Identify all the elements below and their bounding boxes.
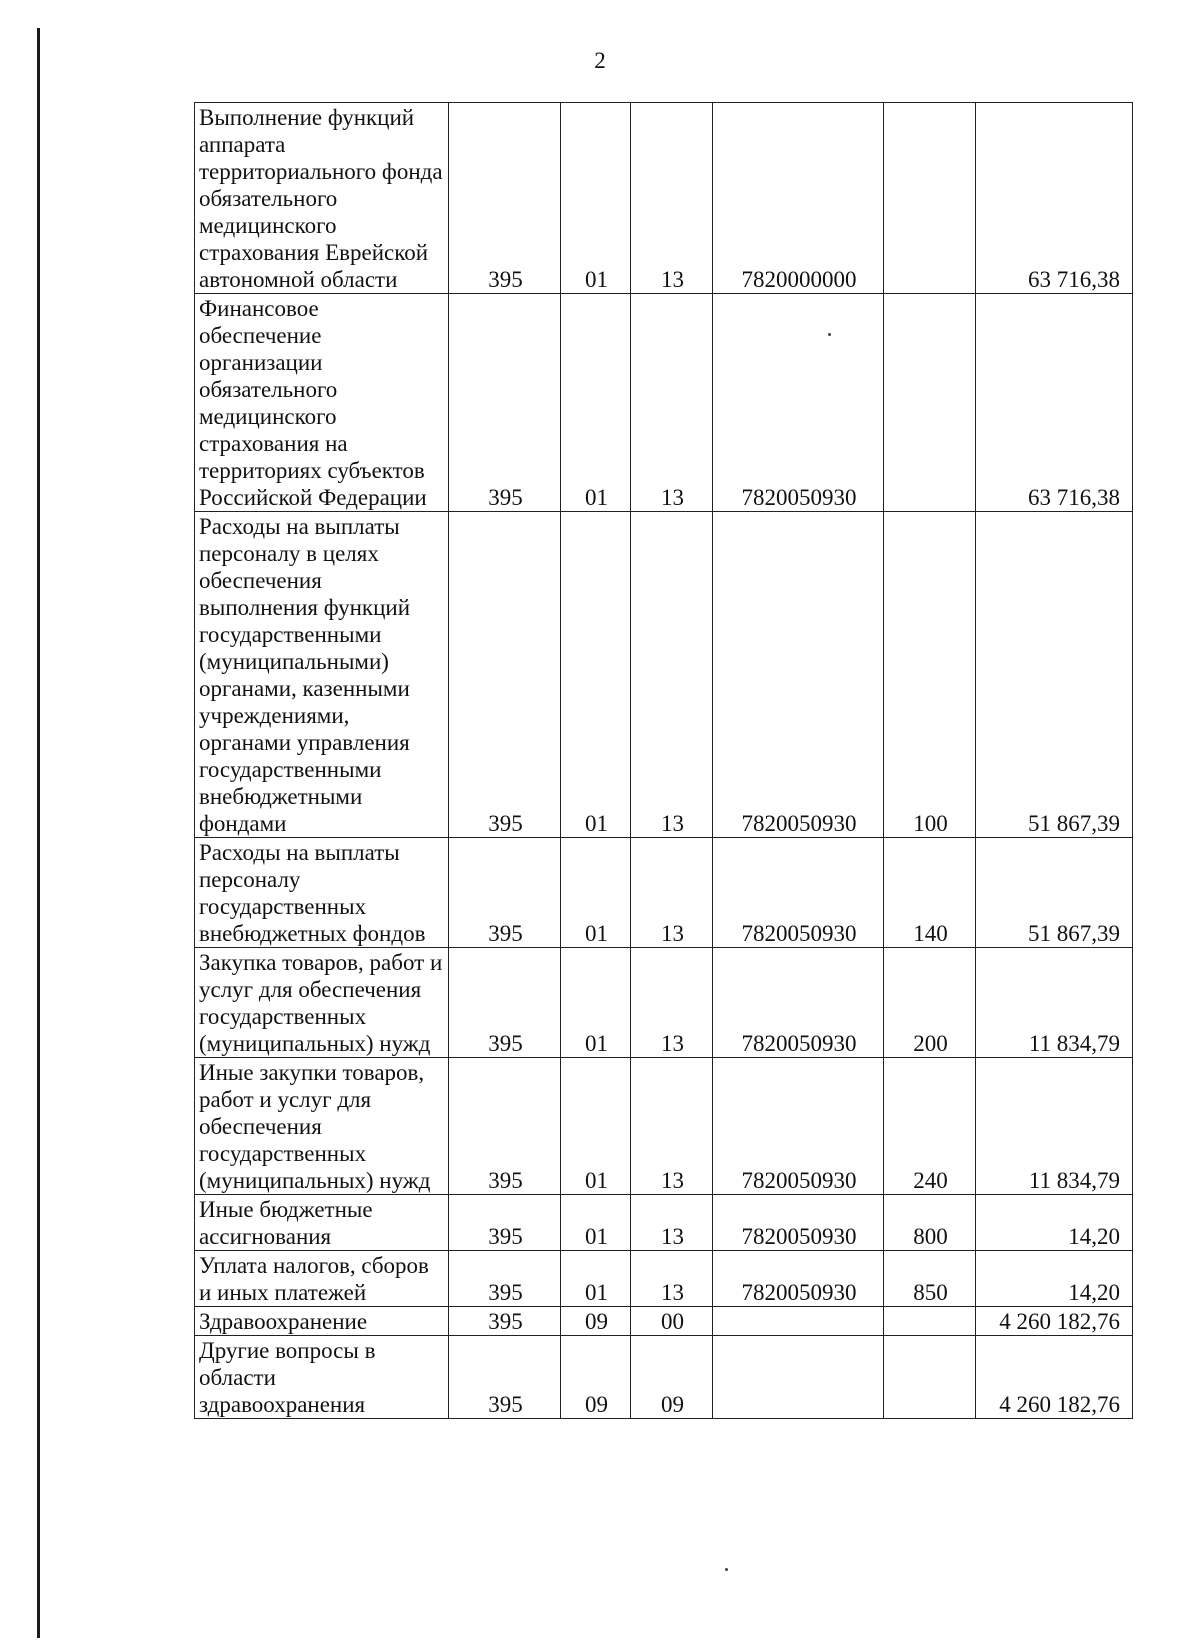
table-row [195, 1195, 1133, 1251]
target-article-cell: 7820050930 [713, 838, 884, 948]
target-article-cell: 7820050930 [713, 1195, 884, 1251]
subsection-cell: 13 [631, 294, 713, 512]
expense-type-cell [884, 1336, 976, 1419]
grbs-cell: 395 [449, 1195, 561, 1251]
table-row [195, 948, 1133, 1058]
row-name-cell: Расходы на выплаты персоналу в целях обеспечения выполнения функций государственными (муниципальными) органами, казенными учреждениями, органами управления государственными внебюджетными фондами [195, 512, 449, 838]
table-row [195, 838, 1133, 948]
budget-table-container [194, 102, 1133, 1419]
expense-type-cell: 800 [884, 1195, 976, 1251]
target-article-cell: 7820000000 [713, 103, 884, 294]
amount-cell: 51 867,39 [976, 838, 1133, 948]
expense-type-cell [884, 103, 976, 294]
grbs-cell: 395 [449, 948, 561, 1058]
table-row [195, 103, 1133, 294]
subsection-cell: 13 [631, 838, 713, 948]
section-cell: 01 [561, 948, 631, 1058]
amount-cell: 4 260 182,76 [976, 1307, 1133, 1336]
scan-speck [725, 1568, 728, 1571]
row-name-cell: Расходы на выплаты персоналу государственных внебюджетных фондов [195, 838, 449, 948]
expense-type-cell [884, 294, 976, 512]
subsection-cell: 13 [631, 103, 713, 294]
row-name-cell: Здравоохранение [195, 1307, 449, 1336]
grbs-cell: 395 [449, 838, 561, 948]
amount-cell: 63 716,38 [976, 103, 1133, 294]
table-row [195, 1307, 1133, 1336]
table-row [195, 294, 1133, 512]
grbs-cell: 395 [449, 294, 561, 512]
subsection-cell: 13 [631, 1251, 713, 1307]
target-article-cell: 7820050930 [713, 948, 884, 1058]
row-name-cell: Закупка товаров, работ и услуг для обеспечения государственных (муниципальных) нужд [195, 948, 449, 1058]
row-name-cell: Выполнение функций аппарата территориального фонда обязательного медицинского страхования Еврейской автономной области [195, 103, 449, 294]
amount-cell: 14,20 [976, 1251, 1133, 1307]
subsection-cell: 00 [631, 1307, 713, 1336]
grbs-cell: 395 [449, 512, 561, 838]
subsection-cell: 13 [631, 1058, 713, 1195]
table-row [195, 512, 1133, 838]
expense-type-cell: 140 [884, 838, 976, 948]
table-row [195, 1336, 1133, 1419]
amount-cell: 11 834,79 [976, 1058, 1133, 1195]
section-cell: 01 [561, 512, 631, 838]
section-cell: 01 [561, 1195, 631, 1251]
target-article-cell: 7820050930 [713, 1251, 884, 1307]
amount-cell: 51 867,39 [976, 512, 1133, 838]
section-cell: 09 [561, 1336, 631, 1419]
subsection-cell: 13 [631, 512, 713, 838]
expense-type-cell: 850 [884, 1251, 976, 1307]
expense-type-cell: 240 [884, 1058, 976, 1195]
grbs-cell: 395 [449, 1058, 561, 1195]
amount-cell: 63 716,38 [976, 294, 1133, 512]
grbs-cell: 395 [449, 1307, 561, 1336]
page-number: 2 [594, 48, 606, 73]
subsection-cell: 13 [631, 1195, 713, 1251]
expense-type-cell: 100 [884, 512, 976, 838]
section-cell: 01 [561, 838, 631, 948]
binding-margin-line [37, 28, 40, 1638]
target-article-cell: 7820050930 [713, 294, 884, 512]
amount-cell: 14,20 [976, 1195, 1133, 1251]
row-name-cell: Финансовое обеспечение организации обязательного медицинского страхования на территориях субъектов Российской Федерации [195, 294, 449, 512]
row-name-cell: Иные закупки товаров, работ и услуг для обеспечения государственных (муниципальных) нужд [195, 1058, 449, 1195]
expense-type-cell: 200 [884, 948, 976, 1058]
section-cell: 01 [561, 103, 631, 294]
grbs-cell: 395 [449, 103, 561, 294]
table-row [195, 1251, 1133, 1307]
section-cell: 01 [561, 1251, 631, 1307]
target-article-cell [713, 1307, 884, 1336]
row-name-cell: Уплата налогов, сборов и иных платежей [195, 1251, 449, 1307]
section-cell: 09 [561, 1307, 631, 1336]
subsection-cell: 09 [631, 1336, 713, 1419]
subsection-cell: 13 [631, 948, 713, 1058]
target-article-cell [713, 1336, 884, 1419]
section-cell: 01 [561, 294, 631, 512]
section-cell: 01 [561, 1058, 631, 1195]
expense-type-cell [884, 1307, 976, 1336]
grbs-cell: 395 [449, 1251, 561, 1307]
budget-allocation-table [194, 102, 1133, 1419]
table-row [195, 1058, 1133, 1195]
target-article-cell: 7820050930 [713, 512, 884, 838]
row-name-cell: Другие вопросы в области здравоохранения [195, 1336, 449, 1419]
grbs-cell: 395 [449, 1336, 561, 1419]
amount-cell: 4 260 182,76 [976, 1336, 1133, 1419]
target-article-cell: 7820050930 [713, 1058, 884, 1195]
row-name-cell: Иные бюджетные ассигнования [195, 1195, 449, 1251]
amount-cell: 11 834,79 [976, 948, 1133, 1058]
